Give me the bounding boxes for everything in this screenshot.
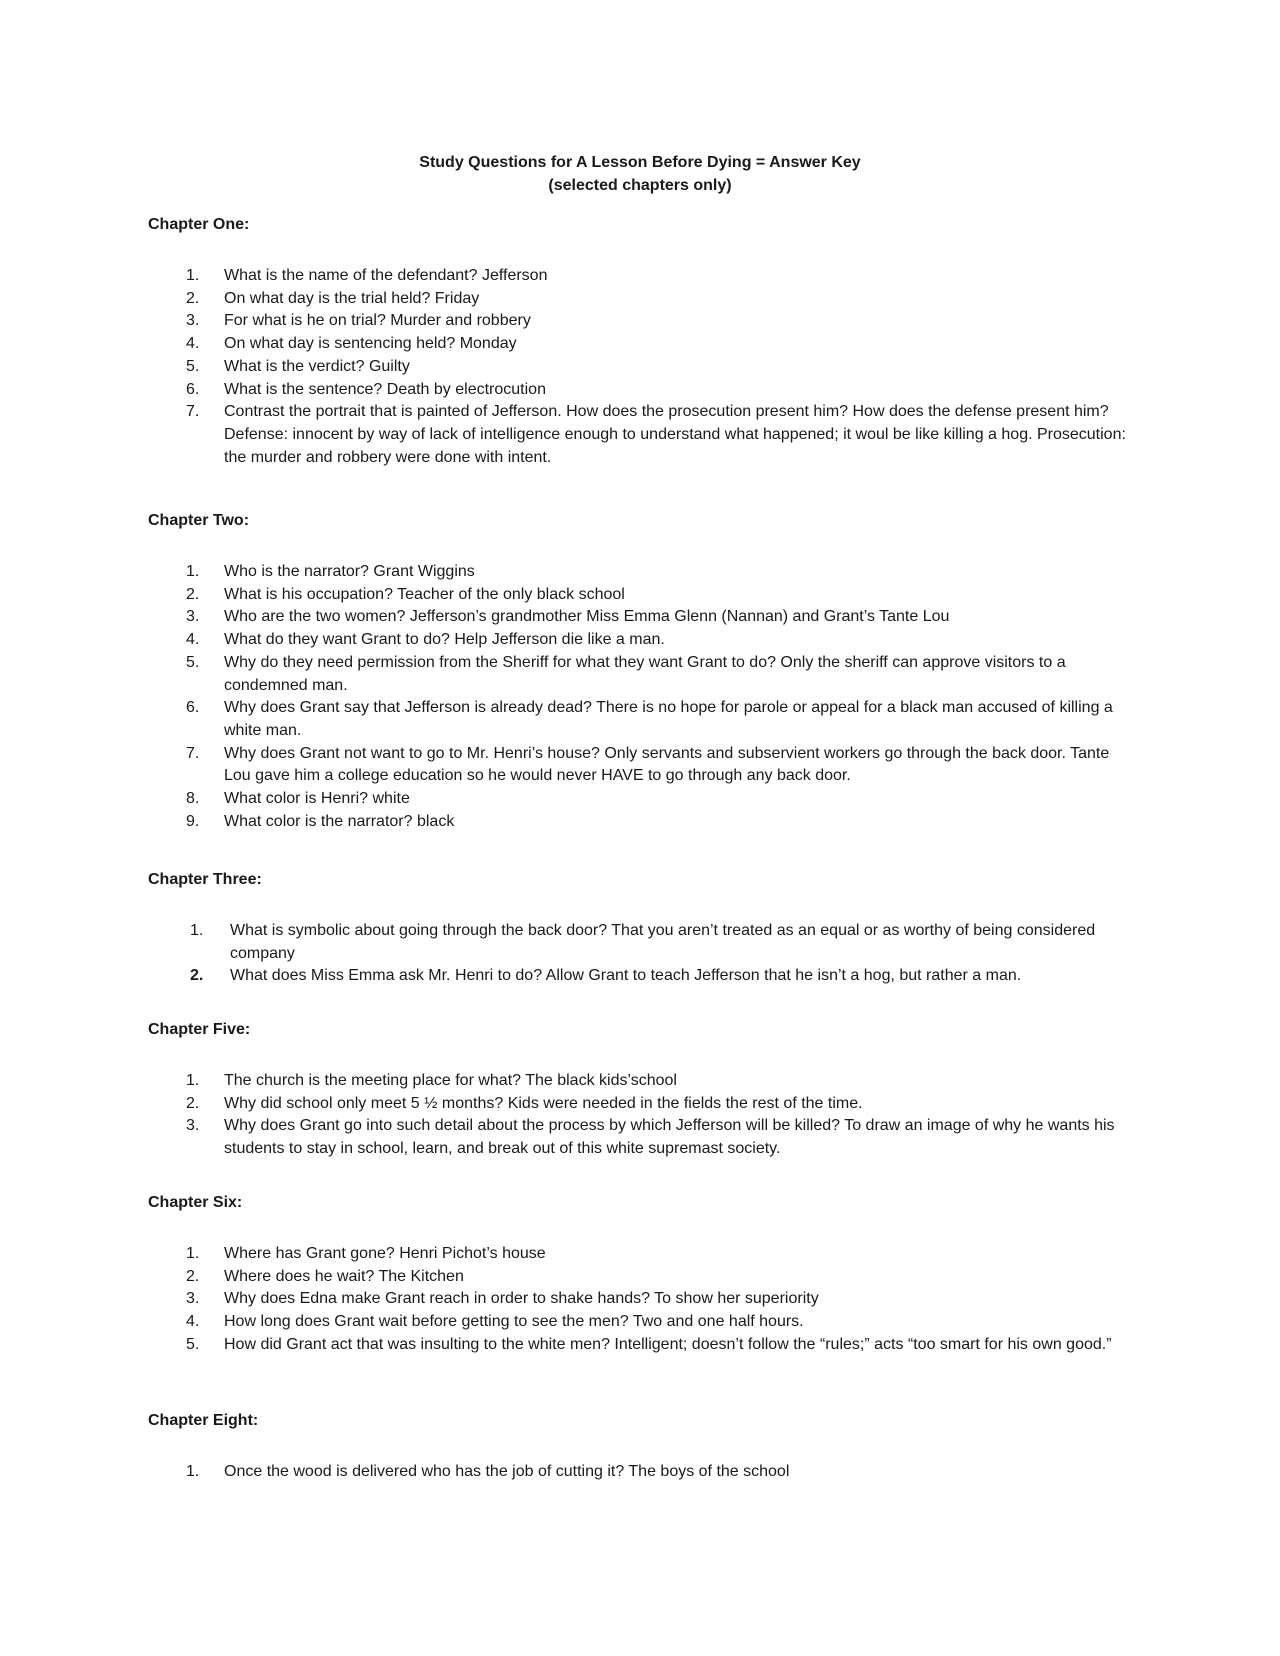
item-text: What color is Henri? white [224,790,410,808]
item-number: 2. [186,289,200,307]
list-item [148,629,1128,652]
item-number: 4. [186,335,200,353]
list-item [148,606,1128,629]
list-item [148,1461,1128,1484]
item-text: Where has Grant gone? Henri Pichot’s house [224,1245,546,1262]
list-item [148,811,1128,834]
list-item [148,965,1128,988]
item-text: Who are the two women? Jefferson’s grandmother Miss Emma Glenn (Nannan) and Grant’s Tante Lou [224,608,950,626]
chapter-eight-section [148,1410,1128,1484]
item-text: What is symbolic about going through the back door? That you aren’t treated as an equal or as worthy of being considered company [230,922,1096,962]
item-text: What do they want Grant to do? Help Jefferson die like a man. [224,631,665,649]
chapter-five-section [148,1019,1128,1161]
title-line-1: Study Questions for A Lesson Before Dying = Answer Key [419,154,861,171]
list-item [148,265,1128,288]
item-number: 3. [186,312,200,330]
item-number: 2. [186,1267,200,1285]
chapter-six-section [148,1192,1128,1357]
list-item [148,288,1128,311]
chapter-heading: Chapter Three: [148,871,262,888]
list-item [148,743,1128,788]
item-text: How long does Grant wait before getting to see the men? Two and one half hours. [224,1313,804,1331]
chapter-two-section [148,510,1128,833]
item-text: How did Grant act that was insulting to the white men? Intelligent; doesn’t follow the “rules;” acts “too smart for his own good.” [224,1335,1112,1353]
item-number: 5. [186,357,200,375]
question-list [148,561,1128,833]
item-number: 5. [186,653,200,671]
list-item [148,1070,1128,1093]
chapter-heading: Chapter Five: [148,1021,251,1038]
item-number: 8. [186,790,200,808]
item-text: Why does Grant go into such detail about the process by which Jefferson will be killed? To draw an image of why he wants his students to stay in school, learn, and break out of this white supremast society. [224,1117,1115,1158]
question-list [148,920,1128,988]
question-list [148,1070,1128,1161]
item-number: 6. [186,380,200,398]
list-item [148,561,1128,584]
item-text: What color is the narrator? black [224,812,455,830]
item-number: 1. [190,922,204,939]
document-title [0,151,1280,197]
chapter-heading: Chapter Six: [148,1194,243,1211]
item-text: What is the sentence? Death by electrocution [224,380,546,398]
item-number: 1. [186,563,200,580]
question-list [148,265,1128,469]
item-text: Why does Edna make Grant reach in order to shake hands? To show her superiority [224,1290,819,1308]
item-text: What is his occupation? Teacher of the only black school [224,585,625,603]
list-item [148,1334,1128,1357]
item-text: Once the wood is delivered who has the job of cutting it? The boys of the school [224,1463,790,1480]
list-item [148,401,1128,469]
item-text: Why does Grant not want to go to Mr. Henri’s house? Only servants and subservient workers go through the back door. Tante Lou gave him a college education so he would never HAVE to go through any back door. [224,744,1110,785]
item-number: 2. [190,967,204,985]
list-item [148,1288,1128,1311]
item-number: 1. [186,1463,200,1480]
item-number: 4. [186,1313,200,1331]
question-list [148,1461,1128,1484]
list-item [148,1311,1128,1334]
item-text: What is the verdict? Guilty [224,357,410,375]
item-number: 1. [186,1245,200,1262]
item-number: 7. [186,403,200,421]
item-text: Why do they need permission from the Sheriff for what they want Grant to do? Only the sheriff can approve visitors to a condemned man. [224,653,1066,694]
item-number: 2. [186,1094,200,1112]
item-text: The church is the meeting place for what? The black kids’school [224,1072,677,1089]
list-item [148,356,1128,379]
title-line-2: (selected chapters only) [548,177,732,194]
list-item [148,310,1128,333]
chapter-heading: Chapter Eight: [148,1412,259,1429]
list-item [148,1093,1128,1116]
list-item [148,1115,1128,1160]
item-number: 3. [186,608,200,626]
list-item [148,333,1128,356]
item-text: What does Miss Emma ask Mr. Henri to do? Allow Grant to teach Jefferson that he isn’t a hog, but rather a man. [230,967,1022,985]
list-item [148,379,1128,402]
item-text: What is the name of the defendant? Jefferson [224,267,548,284]
item-number: 5. [186,1335,200,1353]
item-number: 1. [186,267,200,284]
item-text: Why did school only meet 5 ½ months? Kids were needed in the fields the rest of the time. [224,1094,863,1112]
list-item [148,1266,1128,1289]
item-text: On what day is sentencing held? Monday [224,335,517,353]
item-number: 7. [186,744,200,762]
item-number: 1. [186,1072,200,1089]
chapter-heading: Chapter One: [148,216,250,233]
item-number: 9. [186,812,200,830]
item-number: 3. [186,1290,200,1308]
list-item [148,697,1128,742]
item-number: 2. [186,585,200,603]
item-text: Who is the narrator? Grant Wiggins [224,563,475,580]
chapter-three-section [148,869,1128,988]
list-item [148,1243,1128,1266]
chapter-one-section [148,214,1128,469]
list-item [148,920,1128,965]
item-number: 6. [186,699,200,717]
item-text: Why does Grant say that Jefferson is already dead? There is no hope for parole or appeal for a black man accused of killing a white man. [224,699,1113,739]
question-list [148,1243,1128,1357]
item-text: Contrast the portrait that is painted of Jefferson. How does the prosecution present him? How does the defense present him? Defense: innocent by way of lack of intelligence enough to understand what happened; it woul be like killing a hog. Prosecution: the murder and robbery were done with intent. [224,403,1126,466]
list-item [148,788,1128,811]
item-text: Where does he wait? The Kitchen [224,1267,464,1285]
item-text: For what is he on trial? Murder and robbery [224,312,531,330]
list-item [148,584,1128,607]
list-item [148,652,1128,697]
item-number: 4. [186,631,200,649]
item-text: On what day is the trial held? Friday [224,289,480,307]
item-number: 3. [186,1117,200,1135]
chapter-heading: Chapter Two: [148,512,250,529]
